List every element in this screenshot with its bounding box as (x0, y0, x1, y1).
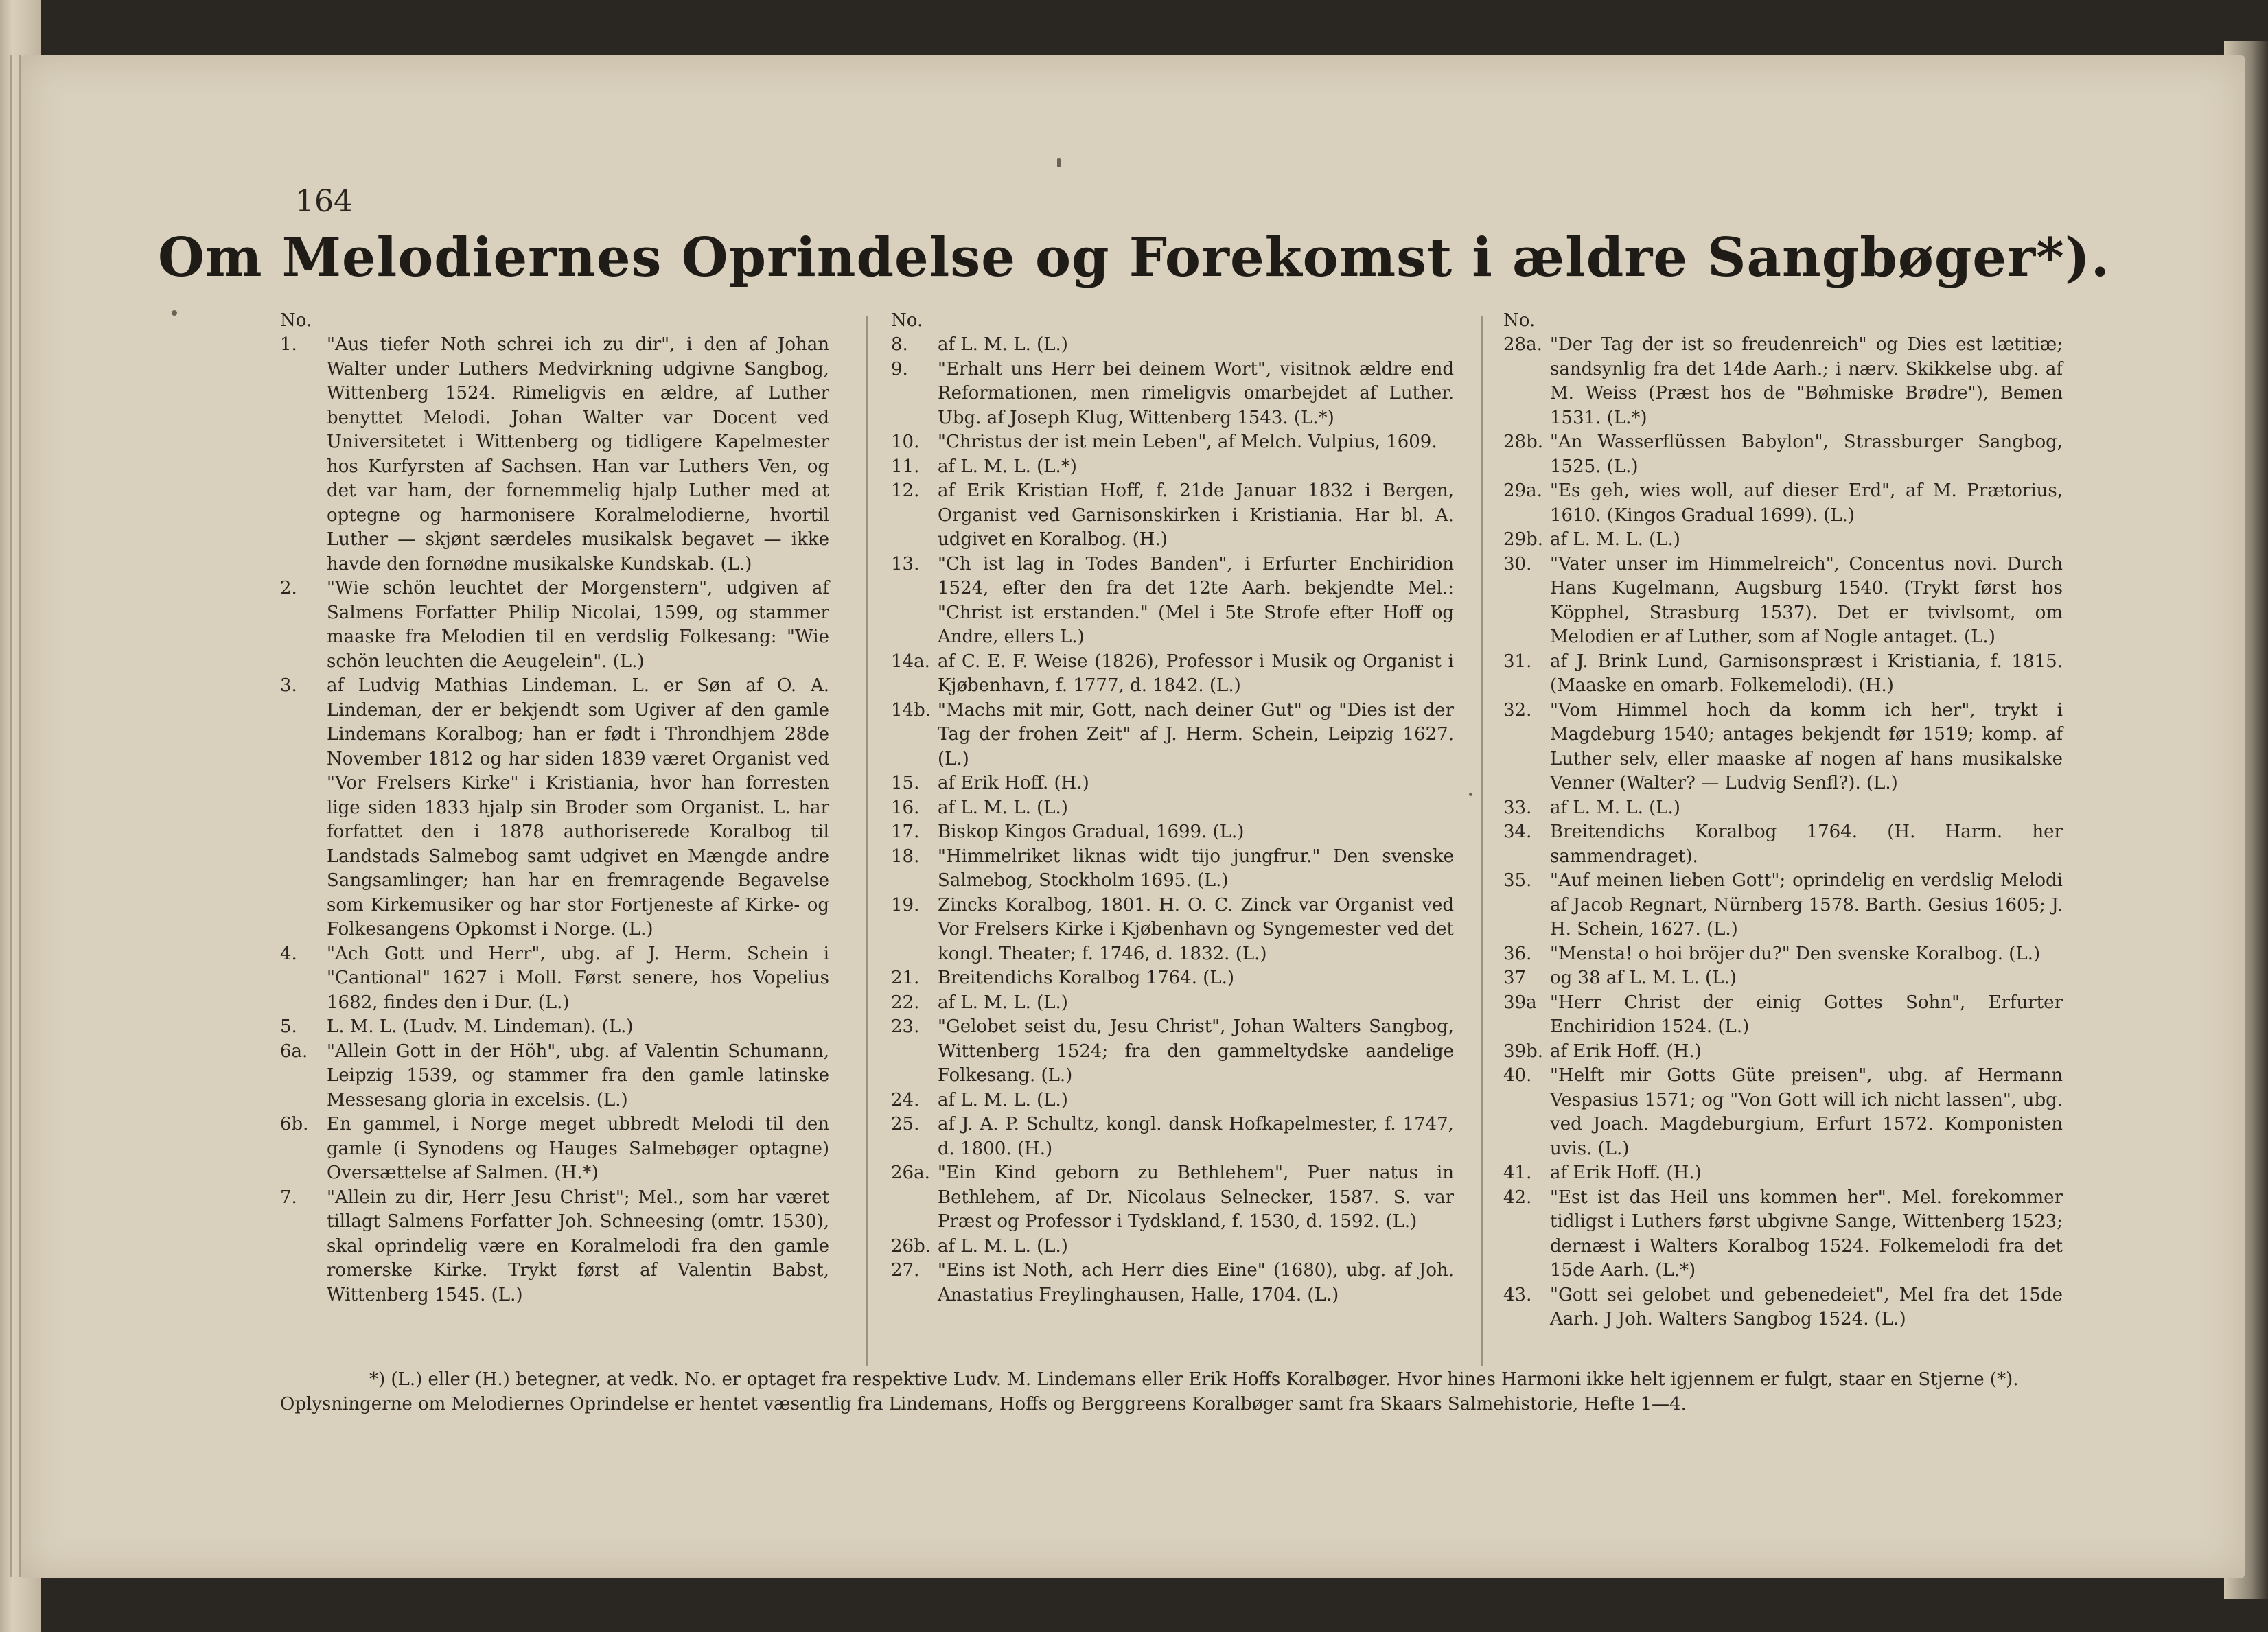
entry-number: 14a. (891, 651, 930, 672)
list-item (891, 552, 1454, 650)
entry-number: 41. (1503, 1163, 1532, 1183)
entry-number: 14b. (891, 699, 931, 721)
entry-number: 29a. (1503, 480, 1542, 501)
entry-number: 23. (891, 1016, 920, 1037)
entry-number: 16. (891, 797, 920, 818)
entry-number: 27. (891, 1260, 920, 1281)
entry-text: "Erhalt uns Herr bei deinem Wort", visitnok ældre end Reformationen, men rimeligvis omarbejdet af Luther. Ubg. af Joseph Klug, Wittenberg 1543. (L.*) (938, 358, 1454, 428)
page-number: 164 (295, 184, 353, 219)
entry-text: "Allein Gott in der Höh", ubg. af Valentin Schumann, Leipzig 1539, og stammer fra den gamle latinske Messesang gloria in excelsis. (L.) (327, 1040, 829, 1110)
entry-text: "An Wasserflüssen Babylon", Strassburger Sangbog, 1525. (L.) (1550, 432, 2063, 477)
entry-number: 17. (891, 821, 920, 842)
entry-text: L. M. L. (Ludv. M. Lindeman). (L.) (327, 1016, 634, 1037)
entry-number: 8. (891, 334, 908, 355)
entry-text: "Ach Gott und Herr", ubg. af J. Herm. Schein i "Cantional" 1627 i Moll. Først senere, hos Vopelius 1682, findes den i Dur. (L.) (327, 943, 829, 1013)
list-item (891, 1161, 1454, 1235)
entry-text: "Ein Kind geborn zu Bethlehem", Puer natus in Bethlehem, af Dr. Nicolaus Selnecker, 1587. S. var Præst og Professor i Tydskland, f. 1530, d. 1592. (L.) (938, 1163, 1454, 1232)
list-item (1503, 1064, 2063, 1161)
list-item (891, 455, 1454, 480)
entry-text: af L. M. L. (L.) (938, 1089, 1068, 1110)
entry-text: Zincks Koralbog, 1801. H. O. C. Zinck var Organist ved Vor Frelsers Kirke i Kjøbenhavn og Syngemester ved det kongl. Theater; f. 1746, d. 1832. (L.) (938, 894, 1454, 964)
entry-number: 21. (891, 968, 920, 988)
list-item (1503, 552, 2063, 650)
entry-number: 33. (1503, 797, 1532, 818)
entry-number: 12. (891, 480, 920, 501)
entry-number: 28b. (1503, 432, 1543, 452)
list-item (280, 1040, 829, 1113)
entry-text: "Es geh, wies woll, auf dieser Erd", af M. Prætorius, 1610. (Kingos Gradual 1699). (L.) (1550, 480, 2063, 526)
list-item (891, 966, 1454, 991)
entry-number: 25. (891, 1114, 920, 1134)
column-divider (866, 316, 868, 1366)
entry-text: af L. M. L. (L.) (938, 992, 1068, 1013)
list-item (891, 479, 1454, 552)
no-label: No. (280, 310, 312, 331)
list-item (1503, 430, 2063, 479)
list-item (891, 333, 1454, 358)
entry-number: 31. (1503, 651, 1532, 672)
entry-text: af L. M. L. (L.*) (938, 456, 1077, 477)
list-item (1503, 479, 2063, 528)
entry-text: af J. A. P. Schultz, kongl. dansk Hofkapelmester, f. 1747, d. 1800. (H.) (938, 1114, 1454, 1159)
entry-number: 18. (891, 846, 920, 867)
list-item (891, 699, 1454, 772)
list-item (280, 674, 829, 942)
list-item (280, 576, 829, 674)
entry-number: 28a. (1503, 334, 1542, 355)
entry-text: "Herr Christ der einig Gottes Sohn", Erfurter Enchiridion 1524. (L.) (1550, 992, 2063, 1037)
entry-number: 24. (891, 1089, 920, 1110)
list-item (891, 796, 1454, 821)
entry-number: 37 (1503, 968, 1527, 988)
entry-number: 22. (891, 992, 920, 1013)
list-item (891, 358, 1454, 431)
list-item (1503, 1283, 2063, 1332)
list-item (280, 1186, 829, 1308)
entry-number: 26a. (891, 1163, 930, 1183)
entry-number: 7. (280, 1187, 297, 1208)
entry-number: 19. (891, 894, 920, 916)
entry-text: "Auf meinen lieben Gott"; oprindelig en verdslig Melodi af Jacob Regnart, Nürnberg 1578. Barth. Gesius 1605; J. H. Schein, 1627. (L.) (1550, 870, 2063, 940)
entry-number: 10. (891, 432, 920, 452)
entry-number: 29b. (1503, 529, 1543, 550)
list-item (891, 650, 1454, 699)
list-item (1503, 869, 2063, 942)
entry-number: 2. (280, 578, 297, 598)
entry-text: "Aus tiefer Noth schrei ich zu dir", i den af Johan Walter under Luthers Medvirkning udgivne Sangbog, Wittenberg 1524. Rimeligvis en ældre, af Luther benyttet Melodi. Johan Walter var Docent ved Universitetet i Wittenberg og tidligere Kapelmester hos Kurfyrsten af Sachsen. Han var Luthers Ven, og det var ham, der fornemmelig hjalp Luther med at optegne og harmonisere Koralmelodierne, hvortil Luther — skjønt særdeles musikalsk begavet — ikke havde den fornødne musikalske Kundskab. (L.) (327, 334, 829, 574)
list-item (1503, 650, 2063, 699)
entry-text: "Ch ist lag in Todes Banden", i Erfurter Enchiridion 1524, efter den fra det 12te Aarh. bekjendte Mel.: "Christ ist erstanden." (Mel i 5te Strofe efter Hoff og Andre, ellers L.) (938, 553, 1454, 647)
entry-number: 43. (1503, 1284, 1532, 1305)
entry-text: "Gelobet seist du, Jesu Christ", Johan Walters Sangbog, Wittenberg 1524; fra den gammeltydske aandelige Folkesang. (L.) (938, 1016, 1454, 1086)
list-item (280, 1015, 829, 1040)
list-item (1503, 1186, 2063, 1283)
entry-text: af J. Brink Lund, Garnisonspræst i Kristiania, f. 1815. (Maaske en omarb. Folkemelodi). (H.) (1550, 651, 2063, 696)
entry-number: 39a (1503, 992, 1537, 1013)
list-item (1503, 991, 2063, 1040)
entry-text: af Erik Hoff. (H.) (938, 773, 1089, 793)
entry-text: "Est ist das Heil uns kommen her". Mel. forekommer tidligst i Luthers først ubgivne Sange, Wittenberg 1523; dernæst i Walters Koralbog 1524. Folkemelodi fra det 15de Aarh. (L.*) (1550, 1187, 2063, 1281)
entry-number: 40. (1503, 1065, 1532, 1086)
footnote-legend: *) (L.) eller (H.) betegner, at vedk. No. er optaget fra respektive Ludv. M. Lindemans eller Erik Hoffs Koralbøger. Hvor hines Harmoni ikke helt igjennem er fulgt, staar en Stjerne (*). (369, 1369, 2019, 1390)
page-title: Om Melodiernes Oprindelse og Forekomst i ældre Sangbøger*). (158, 226, 2110, 289)
entry-text: Breitendichs Koralbog 1764. (H. Harm. her sammendraget). (1550, 821, 2063, 867)
list-item (1503, 820, 2063, 869)
entry-text: "Helft mir Gotts Güte preisen", ubg. af Hermann Vespasius 1571; og "Von Gott will ich nicht lassen", ubg. ved Joach. Magdeburgium, Erfurt 1572. Komponisten uvis. (L.) (1550, 1065, 2063, 1159)
list-item (1503, 699, 2063, 796)
entry-text: Biskop Kingos Gradual, 1699. (L.) (938, 821, 1245, 842)
no-label: No. (1503, 310, 1536, 331)
entry-number: 5. (280, 1016, 297, 1037)
list-item (1503, 796, 2063, 821)
list-item (1503, 966, 2063, 991)
entry-text: af L. M. L. (L.) (1550, 529, 1680, 550)
list-item (891, 1015, 1454, 1088)
entry-text: En gammel, i Norge meget ubbredt Melodi til den gamle (i Synodens og Hauges Salmebøger optagne) Oversættelse af Salmen. (H.*) (327, 1114, 829, 1183)
list-item (891, 1088, 1454, 1113)
list-item (891, 820, 1454, 845)
entry-text: af Erik Hoff. (H.) (1550, 1040, 1702, 1062)
list-item (1503, 942, 2063, 967)
list-item (280, 1112, 829, 1186)
list-item (891, 845, 1454, 894)
entry-number: 11. (891, 456, 920, 477)
footnotes (280, 1367, 2072, 1417)
entry-text: "Mensta! o hoi bröjer du?" Den svenske Koralbog. (L.) (1550, 943, 2041, 964)
list-item (280, 942, 829, 1016)
entry-text: "Allein zu dir, Herr Jesu Christ"; Mel., som har været tillagt Salmens Forfatter Joh. Schneesing (omtr. 1530), skal oprindelig være en Koralmelodi fra den gamle romerske Kirke. Trykt først af Valentin Babst, Wittenberg 1545. (L.) (327, 1187, 829, 1305)
entry-number: 26b. (891, 1235, 931, 1257)
entry-text: af Erik Hoff. (H.) (1550, 1163, 1702, 1183)
entry-text: og 38 af L. M. L. (L.) (1550, 968, 1737, 988)
list-item (1503, 528, 2063, 552)
entry-text: "Himmelriket liknas widt tijo jungfrur." Den svenske Salmebog, Stockholm 1695. (L.) (938, 846, 1454, 891)
list-item (891, 894, 1454, 967)
entry-text: Breitendichs Koralbog 1764. (L.) (938, 968, 1235, 988)
list-item (1503, 1161, 2063, 1186)
entry-text: "Christus der ist mein Leben", af Melch. Vulpius, 1609. (938, 432, 1437, 452)
entry-number: 34. (1503, 821, 1532, 842)
entry-text: af L. M. L. (L.) (938, 797, 1068, 818)
entry-number: 15. (891, 773, 920, 793)
list-item (1503, 1040, 2063, 1064)
list-item (891, 1259, 1454, 1307)
column-1 (280, 309, 829, 1307)
entry-number: 1. (280, 334, 297, 355)
entry-number: 6a. (280, 1040, 308, 1062)
entry-number: 42. (1503, 1187, 1532, 1208)
entry-number: 6b. (280, 1114, 309, 1134)
list-item (891, 991, 1454, 1016)
entry-number: 32. (1503, 699, 1532, 721)
entry-text: af Erik Kristian Hoff, f. 21de Januar 1832 i Bergen, Organist ved Garnisonskirken i Kristiania. Har bl. A. udgivet en Koralbog. (H.) (938, 480, 1454, 550)
column-2 (891, 309, 1454, 1307)
entry-text: af Ludvig Mathias Lindeman. L. er Søn af O. A. Lindeman, der er bekjendt som Ugiver af den gamle Lindemans Koralbog; han er født i Throndhjem 28de November 1812 og har siden 1839 været Organist ved "Vor Frelsers Kirke" i Kristiania, hvor han forresten lige siden 1833 hjalp sin Broder som Organist. L. har forfattet den i 1878 authoriserede Koralbog til Landstads Salmebog samt udgivet en Mængde andre Sangsamlinger; han har en fremragende Begavelse som Kirkemusiker og har stor Fortjeneste af Kirke- og Folkesangens Opkomst i Norge. (L.) (327, 675, 829, 940)
entry-number: 39b. (1503, 1040, 1543, 1062)
entry-number: 30. (1503, 553, 1532, 574)
column-divider (1481, 316, 1483, 1366)
entry-number: 4. (280, 943, 297, 964)
entry-text: "Wie schön leuchtet der Morgenstern", udgiven af Salmens Forfatter Philip Nicolai, 1599, og stammer maaske fra Melodien til en verdslig Folkesang: "Wie schön leuchten die Aeugelein". (L.) (327, 578, 829, 672)
entry-number: 3. (280, 675, 297, 696)
entry-text: af L. M. L. (L.) (938, 1235, 1068, 1257)
entry-text: "Machs mit mir, Gott, nach deiner Gut" og "Dies ist der Tag der frohen Zeit" af J. Herm. Schein, Leipzig 1627. (L.) (938, 699, 1454, 769)
list-item (280, 333, 829, 576)
list-item (891, 430, 1454, 455)
list-item (891, 1235, 1454, 1259)
entry-number: 36. (1503, 943, 1532, 964)
list-item (1503, 333, 2063, 430)
no-label: No. (891, 310, 923, 331)
entry-text: af L. M. L. (L.) (938, 334, 1068, 355)
footnote-sources: Oplysningerne om Melodiernes Oprindelse er hentet væsentlig fra Lindemans, Hoffs og Berggreens Koralbøger samt fra Skaars Salmehistorie, Hefte 1—4. (280, 1394, 1687, 1414)
entry-text: af L. M. L. (L.) (1550, 797, 1680, 818)
column-3 (1503, 309, 2063, 1332)
list-item (891, 771, 1454, 796)
entry-number: 13. (891, 553, 920, 574)
entry-number: 35. (1503, 870, 1532, 891)
entry-text: "Eins ist Noth, ach Herr dies Eine" (1680), ubg. af Joh. Anastatius Freylinghausen, Halle, 1704. (L.) (938, 1260, 1454, 1305)
entry-text: "Der Tag der ist so freudenreich" og Dies est lætitiæ; sandsynlig fra det 14de Aarh.; i nærv. Skikkelse ubg. af M. Weiss (Præst hos de "Bøhmiske Brødre"), Bemen 1531. (L.*) (1550, 334, 2063, 428)
entry-text: "Vater unser im Himmelreich", Concentus novi. Durch Hans Kugelmann, Augsburg 1540. (Trykt først hos Köpphel, Strasburg 1537). Det er tvivlsomt, om Melodien er af Luther, som af Nogle antaget. (L.) (1550, 553, 2063, 647)
entry-text: af C. E. F. Weise (1826), Professor i Musik og Organist i Kjøbenhavn, f. 1777, d. 1842. (L.) (938, 651, 1454, 696)
entry-text: "Vom Himmel hoch da komm ich her", trykt i Magdeburg 1540; antages bekjendt før 1519; komp. af Luther selv, eller maaske af nogen af hans musikalske Venner (Walter? — Ludvig Senfl?). (L.) (1550, 699, 2063, 793)
list-item (891, 1112, 1454, 1161)
entry-text: "Gott sei gelobet und gebenedeiet", Mel fra det 15de Aarh. J Joh. Walters Sangbog 1524. (L.) (1550, 1284, 2063, 1329)
entry-number: 9. (891, 358, 908, 380)
